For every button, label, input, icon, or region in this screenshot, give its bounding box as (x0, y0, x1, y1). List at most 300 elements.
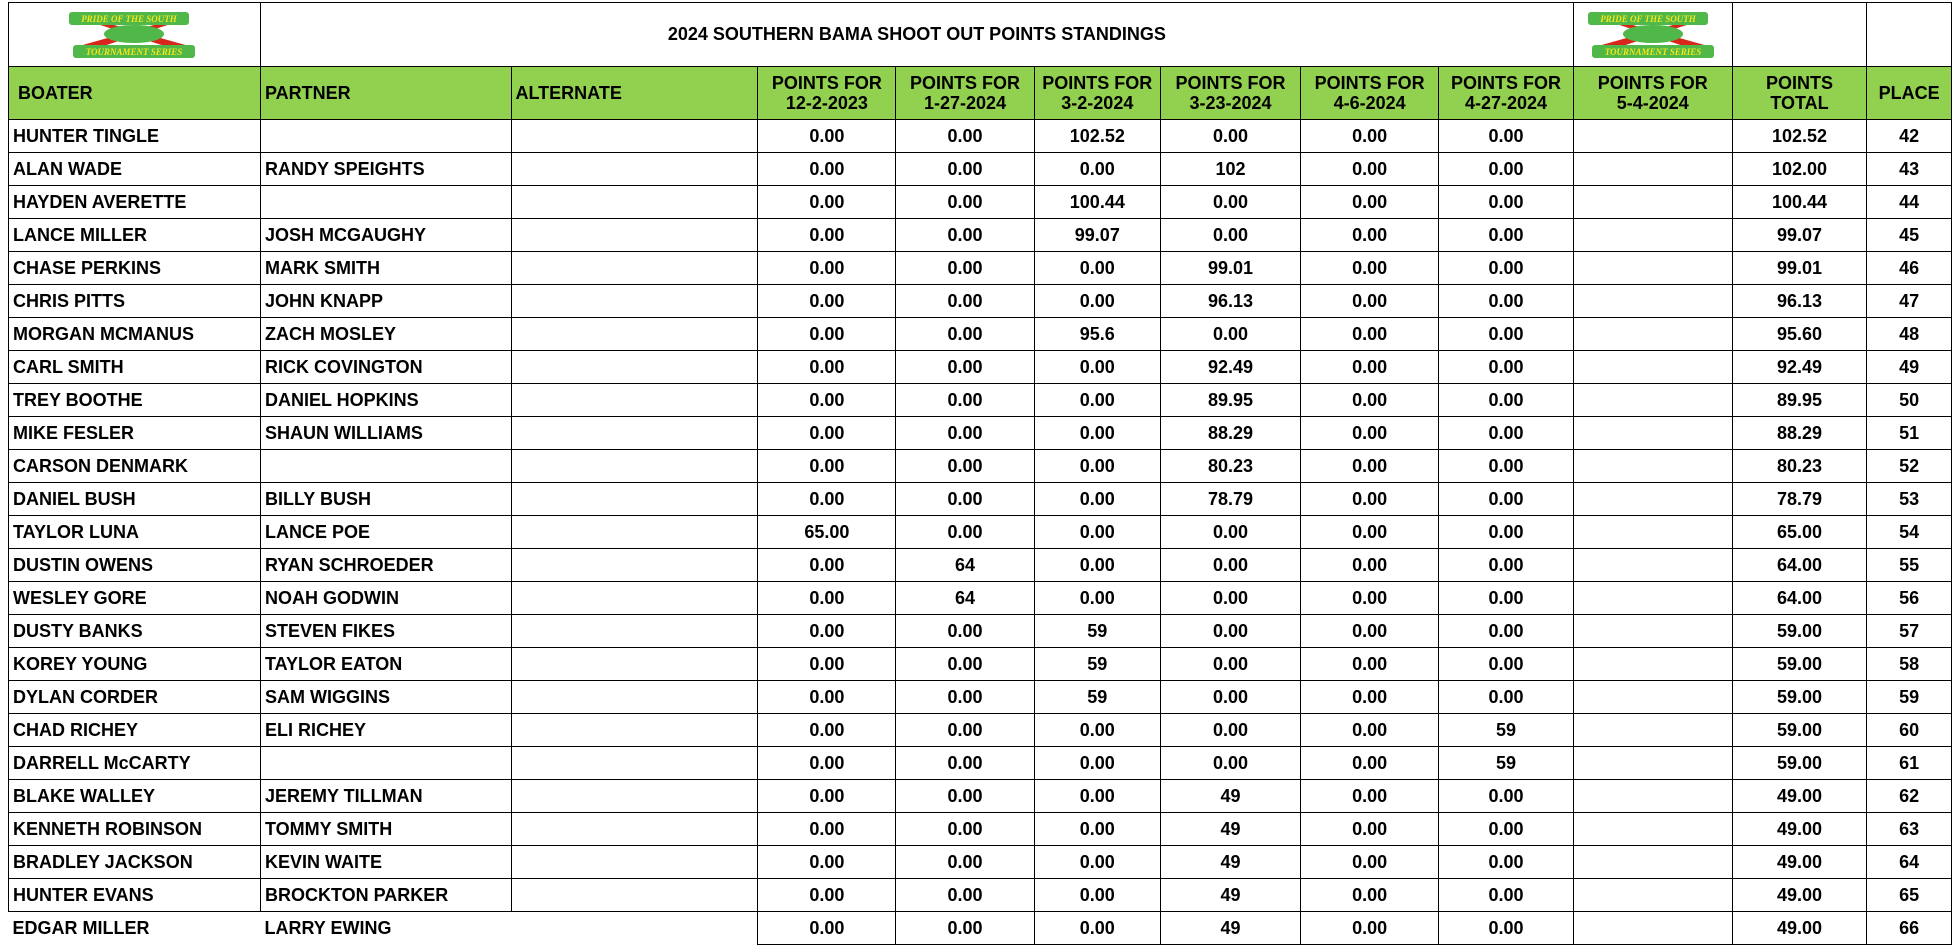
alternate-cell[interactable] (511, 516, 758, 549)
points-cell[interactable] (1573, 285, 1732, 318)
points-cell[interactable]: 0.00 (1439, 582, 1574, 615)
points-cell[interactable]: 80.23 (1160, 450, 1300, 483)
points-total-cell[interactable]: 102.52 (1732, 120, 1867, 153)
points-cell[interactable] (1573, 450, 1732, 483)
points-cell[interactable] (1573, 714, 1732, 747)
points-total-cell[interactable]: 64.00 (1732, 582, 1867, 615)
alternate-cell[interactable] (511, 417, 758, 450)
points-cell[interactable]: 0.00 (1034, 417, 1160, 450)
partner-cell[interactable]: JOHN KNAPP (260, 285, 511, 318)
place-cell[interactable]: 59 (1867, 681, 1952, 714)
points-cell[interactable] (1573, 153, 1732, 186)
points-cell[interactable]: 99.07 (1034, 219, 1160, 252)
points-cell[interactable]: 0.00 (1160, 516, 1300, 549)
points-cell[interactable]: 0.00 (1160, 219, 1300, 252)
points-cell[interactable]: 78.79 (1160, 483, 1300, 516)
points-cell[interactable]: 0.00 (758, 450, 896, 483)
points-cell[interactable] (1573, 813, 1732, 846)
points-cell[interactable]: 0.00 (758, 747, 896, 780)
partner-cell[interactable]: LARRY EWING (260, 912, 511, 945)
points-total-cell[interactable]: 49.00 (1732, 813, 1867, 846)
partner-cell[interactable]: ZACH MOSLEY (260, 318, 511, 351)
boater-cell[interactable]: CARSON DENMARK (9, 450, 261, 483)
boater-cell[interactable]: CHRIS PITTS (9, 285, 261, 318)
points-cell[interactable]: 0.00 (1301, 252, 1439, 285)
points-cell[interactable]: 49 (1160, 780, 1300, 813)
points-cell[interactable]: 0.00 (1301, 879, 1439, 912)
points-total-cell[interactable]: 92.49 (1732, 351, 1867, 384)
points-cell[interactable] (1573, 780, 1732, 813)
points-total-cell[interactable]: 64.00 (1732, 549, 1867, 582)
points-cell[interactable]: 59 (1439, 714, 1574, 747)
points-cell[interactable]: 0.00 (1160, 186, 1300, 219)
points-cell[interactable]: 0.00 (758, 549, 896, 582)
boater-cell[interactable]: KOREY YOUNG (9, 648, 261, 681)
points-cell[interactable]: 0.00 (1160, 582, 1300, 615)
partner-cell[interactable] (260, 120, 511, 153)
points-cell[interactable]: 0.00 (1034, 582, 1160, 615)
points-cell[interactable]: 0.00 (896, 747, 1034, 780)
points-cell[interactable]: 0.00 (1160, 318, 1300, 351)
points-cell[interactable]: 0.00 (1301, 846, 1439, 879)
points-cell[interactable]: 0.00 (1439, 483, 1574, 516)
points-total-cell[interactable]: 99.07 (1732, 219, 1867, 252)
points-cell[interactable] (1573, 912, 1732, 945)
points-cell[interactable]: 0.00 (1034, 780, 1160, 813)
points-cell[interactable]: 0.00 (896, 219, 1034, 252)
points-cell[interactable] (1573, 747, 1732, 780)
points-cell[interactable]: 0.00 (758, 780, 896, 813)
points-cell[interactable]: 0.00 (896, 384, 1034, 417)
points-cell[interactable]: 0.00 (896, 186, 1034, 219)
points-cell[interactable]: 0.00 (1301, 780, 1439, 813)
points-cell[interactable]: 92.49 (1160, 351, 1300, 384)
partner-cell[interactable]: STEVEN FIKES (260, 615, 511, 648)
points-cell[interactable]: 0.00 (758, 813, 896, 846)
points-cell[interactable]: 0.00 (896, 417, 1034, 450)
place-cell[interactable]: 48 (1867, 318, 1952, 351)
boater-cell[interactable]: DARRELL McCARTY (9, 747, 261, 780)
points-cell[interactable] (1573, 219, 1732, 252)
points-cell[interactable] (1573, 582, 1732, 615)
points-cell[interactable]: 0.00 (1160, 615, 1300, 648)
points-cell[interactable]: 0.00 (1439, 219, 1574, 252)
partner-cell[interactable]: SHAUN WILLIAMS (260, 417, 511, 450)
boater-cell[interactable]: CHAD RICHEY (9, 714, 261, 747)
boater-cell[interactable]: WESLEY GORE (9, 582, 261, 615)
alternate-cell[interactable] (511, 714, 758, 747)
boater-cell[interactable]: CHASE PERKINS (9, 252, 261, 285)
partner-cell[interactable]: RANDY SPEIGHTS (260, 153, 511, 186)
points-cell[interactable] (1573, 846, 1732, 879)
alternate-cell[interactable] (511, 582, 758, 615)
place-cell[interactable]: 45 (1867, 219, 1952, 252)
points-total-cell[interactable]: 49.00 (1732, 879, 1867, 912)
points-cell[interactable]: 0.00 (896, 318, 1034, 351)
points-cell[interactable]: 0.00 (1034, 747, 1160, 780)
points-cell[interactable]: 49 (1160, 846, 1300, 879)
points-cell[interactable]: 0.00 (896, 516, 1034, 549)
points-cell[interactable]: 49 (1160, 879, 1300, 912)
points-cell[interactable]: 0.00 (758, 351, 896, 384)
alternate-cell[interactable] (511, 549, 758, 582)
partner-cell[interactable]: LANCE POE (260, 516, 511, 549)
points-cell[interactable]: 49 (1160, 813, 1300, 846)
points-cell[interactable]: 0.00 (758, 912, 896, 945)
points-cell[interactable]: 0.00 (1301, 912, 1439, 945)
points-cell[interactable]: 0.00 (1439, 450, 1574, 483)
points-cell[interactable]: 0.00 (1301, 450, 1439, 483)
place-cell[interactable]: 66 (1867, 912, 1952, 945)
boater-cell[interactable]: KENNETH ROBINSON (9, 813, 261, 846)
points-cell[interactable]: 0.00 (1439, 912, 1574, 945)
points-cell[interactable]: 0.00 (1439, 549, 1574, 582)
points-cell[interactable]: 95.6 (1034, 318, 1160, 351)
partner-cell[interactable]: RYAN SCHROEDER (260, 549, 511, 582)
place-cell[interactable]: 56 (1867, 582, 1952, 615)
points-cell[interactable]: 102 (1160, 153, 1300, 186)
boater-cell[interactable]: HUNTER TINGLE (9, 120, 261, 153)
alternate-cell[interactable] (511, 153, 758, 186)
points-cell[interactable]: 0.00 (758, 846, 896, 879)
points-cell[interactable]: 0.00 (1301, 483, 1439, 516)
points-cell[interactable]: 0.00 (896, 450, 1034, 483)
points-cell[interactable]: 0.00 (896, 120, 1034, 153)
alternate-cell[interactable] (511, 318, 758, 351)
boater-cell[interactable]: MORGAN MCMANUS (9, 318, 261, 351)
place-cell[interactable]: 43 (1867, 153, 1952, 186)
points-total-cell[interactable]: 59.00 (1732, 714, 1867, 747)
points-cell[interactable]: 0.00 (1301, 219, 1439, 252)
points-cell[interactable]: 0.00 (758, 681, 896, 714)
boater-cell[interactable]: BLAKE WALLEY (9, 780, 261, 813)
points-cell[interactable] (1573, 384, 1732, 417)
points-cell[interactable]: 0.00 (896, 615, 1034, 648)
place-cell[interactable]: 55 (1867, 549, 1952, 582)
points-cell[interactable]: 0.00 (1301, 516, 1439, 549)
points-cell[interactable]: 59 (1034, 648, 1160, 681)
points-cell[interactable]: 0.00 (1439, 615, 1574, 648)
points-cell[interactable] (1573, 615, 1732, 648)
boater-cell[interactable]: DANIEL BUSH (9, 483, 261, 516)
points-cell[interactable]: 0.00 (1034, 285, 1160, 318)
partner-cell[interactable]: TAYLOR EATON (260, 648, 511, 681)
points-cell[interactable]: 0.00 (896, 714, 1034, 747)
points-cell[interactable]: 0.00 (1034, 912, 1160, 945)
alternate-cell[interactable] (511, 219, 758, 252)
points-cell[interactable]: 0.00 (758, 483, 896, 516)
points-cell[interactable]: 0.00 (896, 780, 1034, 813)
points-total-cell[interactable]: 95.60 (1732, 318, 1867, 351)
points-total-cell[interactable]: 100.44 (1732, 186, 1867, 219)
place-cell[interactable]: 47 (1867, 285, 1952, 318)
points-total-cell[interactable]: 49.00 (1732, 846, 1867, 879)
points-cell[interactable] (1573, 516, 1732, 549)
partner-cell[interactable]: JEREMY TILLMAN (260, 780, 511, 813)
points-cell[interactable]: 0.00 (1439, 813, 1574, 846)
points-total-cell[interactable]: 78.79 (1732, 483, 1867, 516)
points-cell[interactable]: 0.00 (1160, 747, 1300, 780)
points-cell[interactable] (1573, 549, 1732, 582)
points-cell[interactable]: 0.00 (1301, 747, 1439, 780)
alternate-cell[interactable] (511, 648, 758, 681)
points-cell[interactable]: 88.29 (1160, 417, 1300, 450)
partner-cell[interactable]: BILLY BUSH (260, 483, 511, 516)
place-cell[interactable]: 46 (1867, 252, 1952, 285)
points-cell[interactable]: 0.00 (758, 384, 896, 417)
alternate-cell[interactable] (511, 747, 758, 780)
points-cell[interactable]: 99.01 (1160, 252, 1300, 285)
points-total-cell[interactable]: 96.13 (1732, 285, 1867, 318)
points-cell[interactable]: 0.00 (896, 153, 1034, 186)
points-cell[interactable]: 0.00 (1034, 483, 1160, 516)
points-cell[interactable]: 0.00 (1439, 846, 1574, 879)
alternate-cell[interactable] (511, 813, 758, 846)
points-cell[interactable]: 96.13 (1160, 285, 1300, 318)
partner-cell[interactable] (260, 747, 511, 780)
points-cell[interactable]: 0.00 (1301, 318, 1439, 351)
points-cell[interactable]: 0.00 (1439, 351, 1574, 384)
points-cell[interactable]: 0.00 (896, 846, 1034, 879)
points-cell[interactable]: 0.00 (1439, 648, 1574, 681)
points-cell[interactable]: 0.00 (1301, 351, 1439, 384)
points-cell[interactable]: 0.00 (1160, 120, 1300, 153)
place-cell[interactable]: 63 (1867, 813, 1952, 846)
boater-cell[interactable]: ALAN WADE (9, 153, 261, 186)
alternate-cell[interactable] (511, 384, 758, 417)
points-cell[interactable]: 49 (1160, 912, 1300, 945)
points-cell[interactable]: 0.00 (1439, 153, 1574, 186)
points-cell[interactable]: 0.00 (1439, 186, 1574, 219)
points-cell[interactable]: 0.00 (1160, 648, 1300, 681)
alternate-cell[interactable] (511, 912, 758, 945)
place-cell[interactable]: 42 (1867, 120, 1952, 153)
points-cell[interactable]: 0.00 (1301, 384, 1439, 417)
points-cell[interactable]: 89.95 (1160, 384, 1300, 417)
points-cell[interactable]: 0.00 (1301, 285, 1439, 318)
boater-cell[interactable]: CARL SMITH (9, 351, 261, 384)
points-cell[interactable]: 0.00 (896, 648, 1034, 681)
points-cell[interactable]: 64 (896, 549, 1034, 582)
points-cell[interactable]: 59 (1034, 615, 1160, 648)
boater-cell[interactable]: DYLAN CORDER (9, 681, 261, 714)
points-total-cell[interactable]: 49.00 (1732, 780, 1867, 813)
points-cell[interactable]: 0.00 (758, 582, 896, 615)
partner-cell[interactable]: TOMMY SMITH (260, 813, 511, 846)
points-cell[interactable]: 0.00 (758, 714, 896, 747)
points-cell[interactable] (1573, 483, 1732, 516)
points-cell[interactable]: 0.00 (1034, 516, 1160, 549)
points-total-cell[interactable]: 65.00 (1732, 516, 1867, 549)
points-cell[interactable]: 0.00 (1301, 153, 1439, 186)
points-cell[interactable]: 102.52 (1034, 120, 1160, 153)
points-cell[interactable] (1573, 879, 1732, 912)
points-cell[interactable]: 0.00 (1034, 813, 1160, 846)
alternate-cell[interactable] (511, 450, 758, 483)
place-cell[interactable]: 64 (1867, 846, 1952, 879)
points-cell[interactable]: 0.00 (758, 153, 896, 186)
points-cell[interactable]: 100.44 (1034, 186, 1160, 219)
place-cell[interactable]: 61 (1867, 747, 1952, 780)
partner-cell[interactable]: RICK COVINGTON (260, 351, 511, 384)
points-cell[interactable]: 0.00 (1439, 879, 1574, 912)
partner-cell[interactable]: MARK SMITH (260, 252, 511, 285)
boater-cell[interactable]: MIKE FESLER (9, 417, 261, 450)
points-cell[interactable]: 59 (1439, 747, 1574, 780)
place-cell[interactable]: 50 (1867, 384, 1952, 417)
points-cell[interactable] (1573, 120, 1732, 153)
points-cell[interactable]: 0.00 (1439, 516, 1574, 549)
points-total-cell[interactable]: 99.01 (1732, 252, 1867, 285)
boater-cell[interactable]: TAYLOR LUNA (9, 516, 261, 549)
points-cell[interactable] (1573, 648, 1732, 681)
boater-cell[interactable]: TREY BOOTHE (9, 384, 261, 417)
partner-cell[interactable]: DANIEL HOPKINS (260, 384, 511, 417)
points-cell[interactable]: 0.00 (1034, 846, 1160, 879)
alternate-cell[interactable] (511, 186, 758, 219)
points-cell[interactable]: 0.00 (1034, 384, 1160, 417)
place-cell[interactable]: 52 (1867, 450, 1952, 483)
points-cell[interactable]: 0.00 (1034, 879, 1160, 912)
points-total-cell[interactable]: 59.00 (1732, 747, 1867, 780)
points-cell[interactable]: 0.00 (896, 681, 1034, 714)
place-cell[interactable]: 44 (1867, 186, 1952, 219)
points-cell[interactable]: 59 (1034, 681, 1160, 714)
points-cell[interactable]: 0.00 (1301, 714, 1439, 747)
place-cell[interactable]: 54 (1867, 516, 1952, 549)
points-cell[interactable]: 0.00 (758, 318, 896, 351)
partner-cell[interactable]: BROCKTON PARKER (260, 879, 511, 912)
alternate-cell[interactable] (511, 615, 758, 648)
partner-cell[interactable]: KEVIN WAITE (260, 846, 511, 879)
points-cell[interactable]: 0.00 (1439, 384, 1574, 417)
place-cell[interactable]: 53 (1867, 483, 1952, 516)
boater-cell[interactable]: DUSTIN OWENS (9, 549, 261, 582)
points-cell[interactable]: 0.00 (758, 879, 896, 912)
points-cell[interactable]: 0.00 (758, 615, 896, 648)
points-cell[interactable]: 0.00 (1301, 186, 1439, 219)
points-cell[interactable]: 0.00 (1301, 417, 1439, 450)
points-cell[interactable]: 0.00 (896, 252, 1034, 285)
points-cell[interactable]: 0.00 (1439, 252, 1574, 285)
points-cell[interactable]: 0.00 (896, 483, 1034, 516)
points-cell[interactable]: 0.00 (896, 912, 1034, 945)
points-cell[interactable]: 0.00 (758, 219, 896, 252)
points-cell[interactable]: 0.00 (1439, 681, 1574, 714)
place-cell[interactable]: 58 (1867, 648, 1952, 681)
alternate-cell[interactable] (511, 780, 758, 813)
points-total-cell[interactable]: 88.29 (1732, 417, 1867, 450)
points-cell[interactable]: 0.00 (1160, 681, 1300, 714)
points-total-cell[interactable]: 59.00 (1732, 681, 1867, 714)
points-cell[interactable]: 0.00 (1034, 450, 1160, 483)
points-cell[interactable]: 0.00 (1301, 549, 1439, 582)
points-cell[interactable]: 0.00 (896, 285, 1034, 318)
points-cell[interactable]: 0.00 (1301, 813, 1439, 846)
boater-cell[interactable]: BRADLEY JACKSON (9, 846, 261, 879)
alternate-cell[interactable] (511, 285, 758, 318)
points-cell[interactable]: 0.00 (1439, 318, 1574, 351)
points-cell[interactable]: 0.00 (1301, 582, 1439, 615)
boater-cell[interactable]: DUSTY BANKS (9, 615, 261, 648)
points-cell[interactable]: 0.00 (758, 186, 896, 219)
boater-cell[interactable]: LANCE MILLER (9, 219, 261, 252)
points-cell[interactable]: 0.00 (896, 351, 1034, 384)
boater-cell[interactable]: EDGAR MILLER (9, 912, 261, 945)
points-cell[interactable] (1573, 351, 1732, 384)
points-cell[interactable]: 0.00 (1301, 648, 1439, 681)
partner-cell[interactable]: NOAH GODWIN (260, 582, 511, 615)
points-cell[interactable]: 0.00 (1301, 120, 1439, 153)
points-cell[interactable]: 0.00 (1301, 681, 1439, 714)
alternate-cell[interactable] (511, 879, 758, 912)
points-total-cell[interactable]: 49.00 (1732, 912, 1867, 945)
place-cell[interactable]: 62 (1867, 780, 1952, 813)
place-cell[interactable]: 57 (1867, 615, 1952, 648)
partner-cell[interactable]: ELI RICHEY (260, 714, 511, 747)
points-cell[interactable]: 0.00 (758, 285, 896, 318)
points-cell[interactable]: 0.00 (1439, 120, 1574, 153)
points-cell[interactable]: 0.00 (1301, 615, 1439, 648)
points-cell[interactable]: 0.00 (1439, 417, 1574, 450)
points-cell[interactable]: 0.00 (1160, 549, 1300, 582)
alternate-cell[interactable] (511, 351, 758, 384)
alternate-cell[interactable] (511, 120, 758, 153)
points-cell[interactable]: 0.00 (1034, 351, 1160, 384)
place-cell[interactable]: 49 (1867, 351, 1952, 384)
points-cell[interactable]: 0.00 (1034, 549, 1160, 582)
points-cell[interactable]: 0.00 (1439, 285, 1574, 318)
points-cell[interactable]: 0.00 (1034, 153, 1160, 186)
points-cell[interactable]: 0.00 (758, 417, 896, 450)
points-cell[interactable] (1573, 186, 1732, 219)
partner-cell[interactable]: JOSH MCGAUGHY (260, 219, 511, 252)
points-cell[interactable] (1573, 318, 1732, 351)
alternate-cell[interactable] (511, 252, 758, 285)
place-cell[interactable]: 60 (1867, 714, 1952, 747)
boater-cell[interactable]: HUNTER EVANS (9, 879, 261, 912)
boater-cell[interactable]: HAYDEN AVERETTE (9, 186, 261, 219)
points-cell[interactable]: 0.00 (758, 252, 896, 285)
place-cell[interactable]: 65 (1867, 879, 1952, 912)
points-cell[interactable]: 0.00 (896, 879, 1034, 912)
points-total-cell[interactable]: 89.95 (1732, 384, 1867, 417)
partner-cell[interactable] (260, 186, 511, 219)
points-cell[interactable]: 0.00 (1034, 252, 1160, 285)
points-cell[interactable] (1573, 252, 1732, 285)
points-total-cell[interactable]: 59.00 (1732, 615, 1867, 648)
points-cell[interactable] (1573, 417, 1732, 450)
points-cell[interactable]: 65.00 (758, 516, 896, 549)
alternate-cell[interactable] (511, 846, 758, 879)
points-cell[interactable]: 64 (896, 582, 1034, 615)
alternate-cell[interactable] (511, 483, 758, 516)
partner-cell[interactable]: SAM WIGGINS (260, 681, 511, 714)
points-cell[interactable]: 0.00 (896, 813, 1034, 846)
place-cell[interactable]: 51 (1867, 417, 1952, 450)
points-cell[interactable]: 0.00 (1034, 714, 1160, 747)
points-total-cell[interactable]: 59.00 (1732, 648, 1867, 681)
points-cell[interactable] (1573, 681, 1732, 714)
alternate-cell[interactable] (511, 681, 758, 714)
points-cell[interactable]: 0.00 (758, 648, 896, 681)
points-cell[interactable]: 0.00 (758, 120, 896, 153)
partner-cell[interactable] (260, 450, 511, 483)
points-cell[interactable]: 0.00 (1439, 780, 1574, 813)
points-total-cell[interactable]: 102.00 (1732, 153, 1867, 186)
points-cell[interactable]: 0.00 (1160, 714, 1300, 747)
points-total-cell[interactable]: 80.23 (1732, 450, 1867, 483)
